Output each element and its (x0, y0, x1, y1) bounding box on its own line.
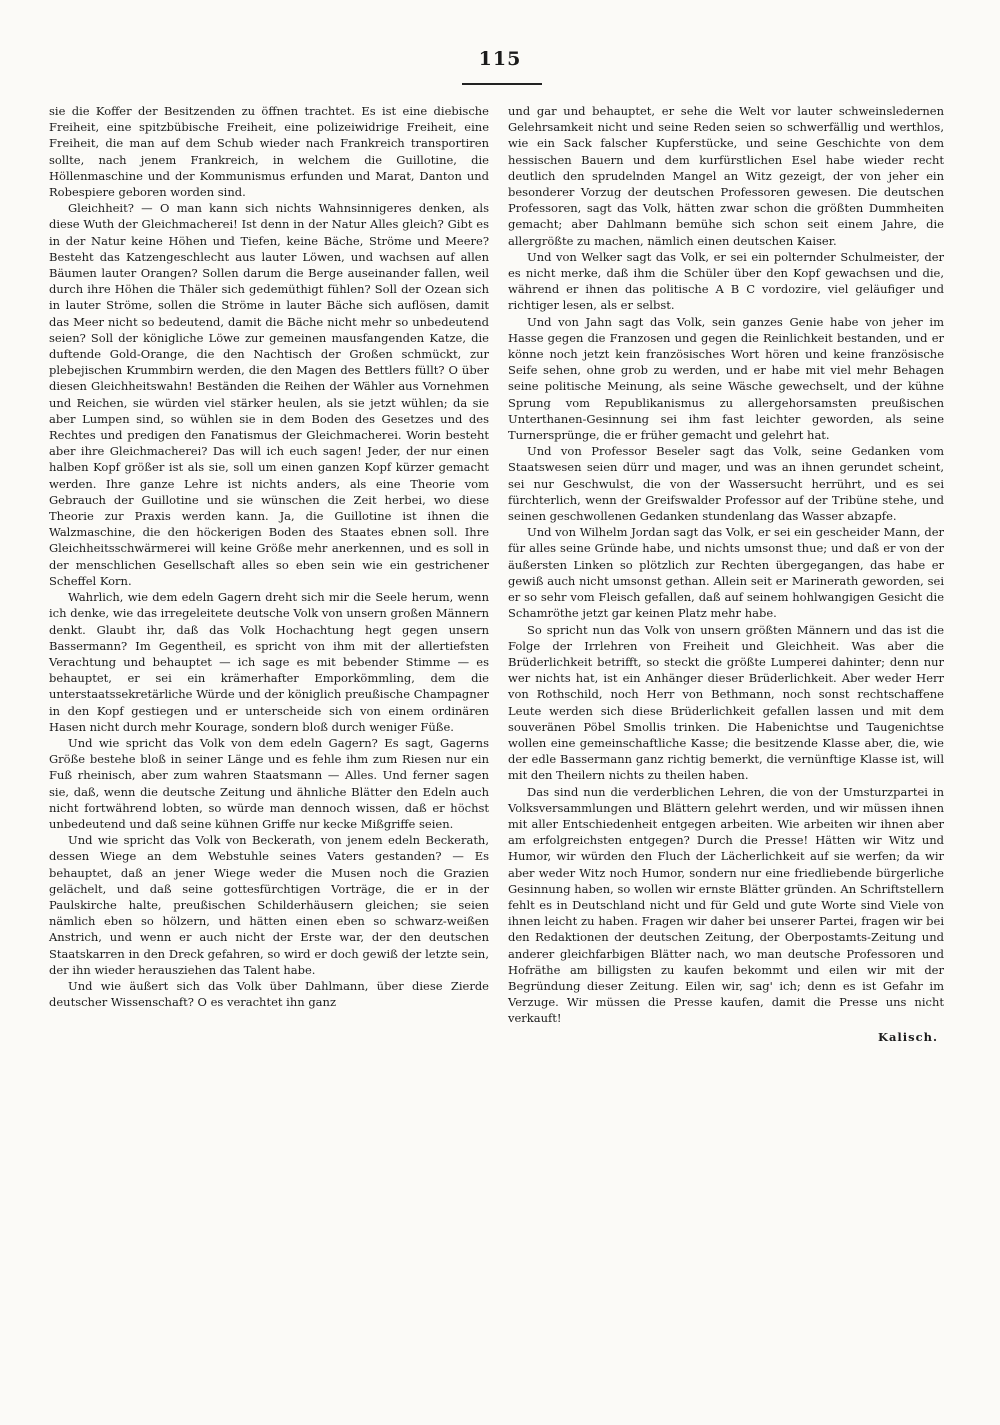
left-paragraph-4: Und wie spricht das Volk von dem edeln Gagern? Es sagt, Gagerns Größe bestehe bloß in seiner Länge und es fehle ihm zum Riesen nur ein Fuß rheinisch, aber zum wahren Staatsmann — Alles. Und ferner sagen sie, daß, wenn die deutsche Zeitung und ähnliche Blätter den Edeln auch nicht fortwährend lobten, so würde man dennoch wissen, daß er höchst unbedeutend und daß seine kühnen Griffe nur kecke Mißgriffe seien. (49, 735, 489, 831)
right-column (508, 103, 944, 1045)
left-paragraph-3: Wahrlich, wie dem edeln Gagern dreht sich mir die Seele herum, wenn ich denke, wie das irregeleitete deutsche Volk von unsern großen Männern denkt. Glaubt ihr, daß das Volk Hochachtung hegt gegen unsern Bassermann? Im Gegentheil, es spricht von ihm mit der allertiefsten Verachtung und behauptet — ich sage es mit bebender Stimme — es behauptet, er sei ein krämerhafter Emporkömmling, dem die unterstaatssekretärliche Würde und der königlich preußische Champagner in den Kopf gestiegen und er unterscheide sich von einem ordinären Hasen nicht durch mehr Kourage, sondern bloß durch weniger Füße. (49, 590, 489, 734)
right-paragraph-6: So spricht nun das Volk von unsern größten Männern und das ist die Folge der Irrlehren von Freiheit und Gleichheit. Was aber die Brüderlichkeit betrifft, so steckt die größte Lumperei dahinter; denn nur wer nichts hat, ist ein Anhänger dieser Brüderlichkeit. Aber weder Herr von Rothschild, noch Herr von Bethmann, noch sonst rechtschaffene Leute werden sich diese Brüderlichkeit gefallen lassen und mit dem souveränen Pöbel Smollis trinken. Die Habenichtse und Taugenichtse wollen eine gemeinschaftliche Kasse; die besitzende Klasse aber, die, wie der edle Bassermann ganz richtig bemerkt, die vernünftige Klasse ist, will mit den Theilern nichts zu theilen haben. (508, 622, 944, 783)
right-paragraph-7: Das sind nun die verderblichen Lehren, die von der Umsturzpartei in Volksversammlungen und Blättern gelehrt werden, und wir müssen ihnen mit aller Entschiedenheit entgegen arbeiten. Wie arbeiten wir ihnen aber am erfolgreichsten entgegen? Durch die Presse! Hätten wir Witz und Humor, wir würden den Fluch der Lächerlichkeit auf sie werfen; da wir aber weder Witz noch Humor, sondern nur eine friedliebende bürgerliche Gesinnung haben, so wollen wir ernste Blätter gründen. An Schriftstellern fehlt es in Deutschland nicht und für Geld und gute Worte sind Viele von ihnen leicht zu haben. Fragen wir daher bei unserer Partei, fragen wir bei den Redaktionen der deutschen Zeitung, der Oberpostamts-Zeitung und anderer gleichfarbigen Blätter nach, wo man deutsche Professoren und Hofräthe am billigsten zu kaufen bekommt und eilen wir mit der Begründung dieser Zeitung. Eilen wir, sag' ich; denn es ist Gefahr im Verzuge. Wir müssen die Presse kaufen, damit die Presse uns nicht verkauft! (508, 784, 944, 1026)
right-paragraph-3: Und von Jahn sagt das Volk, sein ganzes Genie habe von jeher im Hasse gegen die Franzosen und gegen die Reinlichkeit bestanden, und er könne noch jetzt kein französisches Wort hören und keine französische Seife sehen, ohne grob zu werden, und er habe mit viel mehr Behagen seine politische Meinung, als seine Wäsche gewechselt, und der kühne Sprung vom Republikanismus zu allergehorsamsten preußischen Unterthanen-Gesinnung sei ihm fast leichter geworden, als seine Turnersprünge, die er früher gemacht und gelehrt hat. (508, 314, 944, 443)
left-paragraph-1: sie die Koffer der Besitzenden zu öffnen trachtet. Es ist eine diebische Freiheit, eine spitzbübische Freiheit, eine polizeiwidrige Freiheit, eine Freiheit, die man auf dem Schub wieder nach Frankreich transportiren sollte, nach jenem Frankreich, in welchem die Guillotine, die Höllenmaschine und der Kommunismus erfunden und Marat, Danton und Robespiere geboren worden sind. (49, 104, 489, 200)
right-paragraph-1: und gar und behauptet, er sehe die Welt vor lauter schweinsledernen Gelehrsamkeit nicht und seine Reden seien so schwerfällig und werthlos, wie ein Sack falscher Kupferstücke, und seine Geschichte von dem hessischen Bauern und dem kurfürstlichen Esel habe wieder recht deutlich den sprudelnden Mangel an Witz gezeigt, der von jeher ein besonderer Vorzug der deutschen Professoren gewesen. Die deutschen Professoren, sagt das Volk, hätten zwar schon die größten Dummheiten gemacht; aber Dahlmann bemühe sich schon seit einem Jahre, die allergrößte zu machen, nämlich einen deutschen Kaiser. (508, 104, 944, 248)
left-column (49, 103, 489, 1010)
right-paragraph-4: Und von Professor Beseler sagt das Volk, seine Gedanken vom Staatswesen seien dürr und mager, und was an ihnen gerundet scheint, sei nur Geschwulst, die von der Wassersucht herrührt, und es sei fürchterlich, wenn der Greifswalder Professor auf der Tribüne stehe, und seinen geschwollenen Gedanken stundenlang das Wasser abzapfe. (508, 444, 944, 524)
left-paragraph-5: Und wie spricht das Volk von Beckerath, von jenem edeln Beckerath, dessen Wiege an dem Webstuhle seines Vaters gestanden? — Es behauptet, daß an jener Wiege weder die Musen noch die Grazien gelächelt, und daß seine gottesfürchtigen Vorträge, die er in der Paulskirche halte, preußischen Schilderhäusern gleichen; sie seien nämlich eben so hölzern, und hätten einen eben so schwarz-weißen Anstrich, und wenn er auch nicht der Erste war, der den deutschen Staatskarren in den Dreck gefahren, so wird er doch gewiß der letzte sein, der ihn wieder herausziehen das Talent habe. (49, 833, 489, 977)
right-paragraph-2: Und von Welker sagt das Volk, er sei ein polternder Schulmeister, der es nicht merke, daß ihm die Schüler über den Kopf gewachsen und die, während er ihnen das politische A B C vordozire, viel geläufiger und richtiger lesen, als er selbst. (508, 249, 944, 313)
header-rule (462, 83, 542, 85)
author-signature: Kalisch. (877, 1029, 938, 1044)
right-paragraph-5: Und von Wilhelm Jordan sagt das Volk, er sei ein gescheider Mann, der für alles seine Gründe habe, und nichts umsonst thue; und daß er von der äußersten Linken so plötzlich zur Rechten übergegangen, das habe er gewiß auch nicht umsonst gethan. Allein seit er Marinerath geworden, sei er so sehr vom Fleisch gefallen, daß auf seinem hohlwangigen Gesicht die Schamröthe jetzt gar keinen Platz mehr habe. (508, 525, 944, 621)
page-number: 115 (478, 48, 522, 70)
left-paragraph-2: Gleichheit? — O man kann sich nichts Wahnsinnigeres denken, als diese Wuth der Gleichmacherei! Ist denn in der Natur Alles gleich? Gibt es in der Natur keine Höhen und Tiefen, keine Bäche, Ströme und Meere? Besteht das Katzengeschlecht aus lauter Löwen, und wachsen auf allen Bäumen lauter Orangen? Sollen darum die Berge auseinander fallen, weil durch ihre Höhen die Thäler sich gedemüthigt fühlen? Soll der Ozean sich in lauter Ströme, sollen die Ströme in lauter Bäche sich auflösen, damit das Meer nicht so bedeutend, damit die Bäche nicht mehr so unbedeutend seien? Soll der königliche Löwe zur gemeinen mausfangenden Katze, die duftende Gold-Orange, die den Nachtisch der Großen schmückt, zur plebejischen Krummbirn werden, die den Magen des Bettlers füllt? O über diesen Gleichheitswahn! Beständen die Reihen der Wähler aus Vornehmen und Reichen, sie würden viel stärker heulen, als sie jetzt wühlen; da sie aber Lumpen sind, so wühlen sie in dem Boden des Gesetzes und des Rechtes und predigen den Fanatismus der Gleichmacherei. Worin besteht aber ihre Gleichmacherei? Das will ich euch sagen! Jeder, der nur einen halben Kopf größer ist als sie, soll um einen ganzen Kopf kürzer gemacht werden. Ihre ganze Lehre ist nichts anders, als eine Theorie vom Gebrauch der Guillotine und sie wünschen die Zeit herbei, wo diese Theorie zur Praxis werden kann. Ja, die Guillotine ist ihnen die Walzmaschine, die den höckerigen Boden des Staates ebnen soll. Ihre Gleichheitsschwärmerei will keine Größe mehr anerkennen, und es soll in der menschlichen Gesellschaft alles so eben sein wie ein gestrichener Scheffel Korn. (49, 201, 489, 588)
left-paragraph-6: Und wie äußert sich das Volk über Dahlmann, über diese Zierde deutscher Wissenschaft? O es verachtet ihn ganz (49, 978, 489, 1010)
